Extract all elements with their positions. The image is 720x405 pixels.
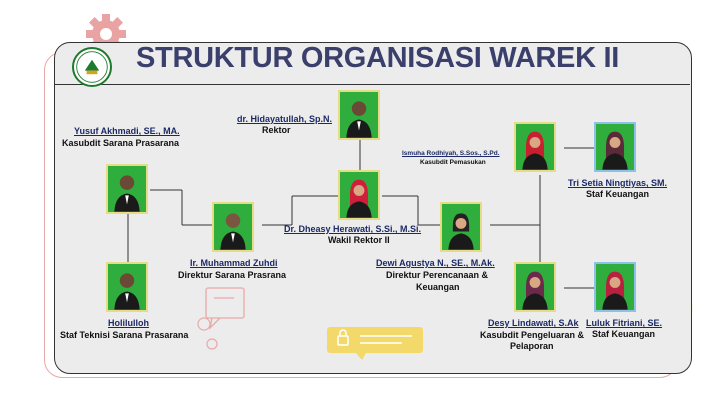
portrait-staf-teknisi xyxy=(106,262,148,312)
kasubdit-pengeluaran-role-line1: Kasubdit Pengeluaran & xyxy=(480,330,585,340)
lock-card-icon xyxy=(326,326,424,360)
portrait-staf-keuangan-2 xyxy=(594,262,636,312)
portrait-direktur-sarpras xyxy=(212,202,254,252)
header-divider xyxy=(54,84,690,85)
staf-keuangan-1-name: Tri Setia Ningtiyas, SM. xyxy=(568,178,668,188)
portrait-direktur-perencanaan xyxy=(440,202,482,252)
kasubdit-pemasukan-name: Ismuha Rodhiyah, S.Sos., S.Pd. xyxy=(402,150,500,157)
kasubdit-sarpras-role: Kasubdit Sarana Prasarana xyxy=(62,138,180,148)
rektor-name: dr. Hidayatullah, Sp.N. xyxy=(236,114,332,124)
staf-keuangan-1-role: Staf Keuangan xyxy=(586,189,650,199)
university-logo xyxy=(72,47,112,87)
staf-keuangan-2-role: Staf Keuangan xyxy=(592,329,656,339)
staf-keuangan-2-name: Luluk Fitriani, SE. xyxy=(586,318,663,328)
direktur-perencanaan-name: Dewi Agustya N., SE., M.Ak. xyxy=(376,258,495,268)
staf-teknisi-role: Staf Teknisi Sarana Prasarana xyxy=(60,330,189,340)
warek-name: Dr. Dheasy Herawati, S.Si., M.Si. xyxy=(284,224,422,234)
portrait-warek xyxy=(338,170,380,220)
kasubdit-sarpras-name: Yusuf Akhmadi, SE., MA. xyxy=(74,126,180,136)
portrait-kasubdit-sarpras xyxy=(106,164,148,214)
rektor-role: Rektor xyxy=(262,125,291,135)
page-title: STRUKTUR ORGANISASI WAREK II xyxy=(136,42,620,74)
staf-teknisi-name: Holilulloh xyxy=(108,318,149,328)
direktur-perencanaan-role-line1: Direktur Perencanaan & xyxy=(386,270,489,280)
chat-bubble-icon xyxy=(196,284,252,354)
portrait-kasubdit-pengeluaran xyxy=(514,262,556,312)
kasubdit-pengeluaran-role-line2: Pelaporan xyxy=(510,341,554,351)
portrait-kasubdit-pemasukan xyxy=(514,122,556,172)
direktur-sarpras-name: Ir. Muhammad Zuhdi xyxy=(190,258,278,268)
direktur-perencanaan-role-line2: Keuangan xyxy=(416,282,460,292)
warek-role: Wakil Rektor II xyxy=(328,235,390,245)
portrait-rektor xyxy=(338,90,380,140)
portrait-staf-keuangan-1 xyxy=(594,122,636,172)
kasubdit-pengeluaran-name: Desy Lindawati, S.Ak xyxy=(488,318,579,328)
direktur-sarpras-role: Direktur Sarana Prasrana xyxy=(178,270,287,280)
kasubdit-pemasukan-role: Kasubdit Pemasukan xyxy=(420,159,486,166)
